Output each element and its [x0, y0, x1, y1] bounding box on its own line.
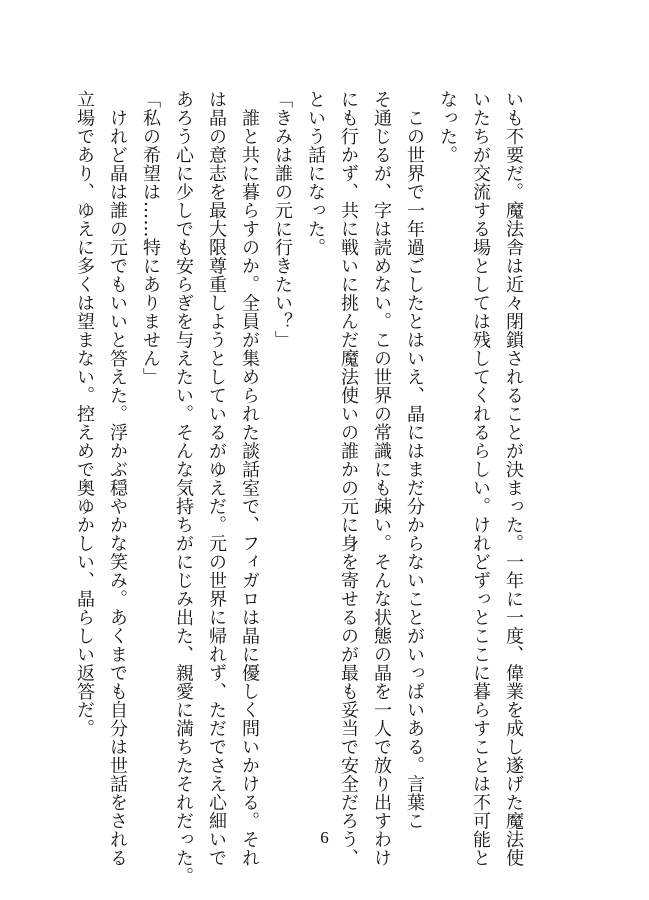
- text-line-1: いも不要だ。魔法舎は近々閉鎖されることが決まった。一年に一度、偉業を成し遂げた魔法使: [503, 90, 524, 867]
- text-line-14: 立場であり、ゆえに多くは望まない。控えめで奥ゆかしい、晶らしい返答だ。: [74, 90, 95, 738]
- text-line-11: あろう心に少しでも安らぎを与えたい。そんな気持ちがにじみ出た、親愛に満ちたそれだった。: [173, 90, 194, 886]
- page-number: 6: [320, 828, 329, 847]
- body-text: [74, 90, 530, 886]
- text-line-6: にも行かず、共に戦いに挑んだ魔法使いの誰かの元に身を寄せるのが最も妥当で安全だろう、: [338, 90, 359, 867]
- text-line-9: 誰と共に暮らすのか。全員が集められた談話室で、フィガロは晶に優しく問いかける。それ: [239, 90, 260, 867]
- text-line-7: という話になった。: [305, 90, 326, 257]
- text-line-5: そ通じるが、字は読めない。この世界の常識にも疎い。そんな状態の晶を一人で放り出すわけ: [371, 90, 392, 867]
- text-line-8: 「きみは誰の元に行きたい？」: [272, 90, 293, 349]
- text-line-10: は晶の意志を最大限尊重しようとしているがゆえだ。元の世界に帰れず、ただでさえ心細いで: [206, 90, 227, 867]
- text-line-4: この世界で一年過ごしたとはいえ、晶にはまだ分からないことがいっぱいある。言葉こ: [404, 90, 425, 830]
- text-line-2: いたちが交流する場としては残してくれるらしい。けれどずっとここに暮らすことは不可能と: [470, 90, 491, 867]
- text-line-12: 「私の希望は……特にありません」: [140, 90, 161, 386]
- text-line-3: なった。: [437, 90, 458, 164]
- text-line-13: けれど晶は誰の元でもいいと答えた。浮かぶ穏やかな笑み。あくまでも自分は世話をされる: [107, 90, 128, 867]
